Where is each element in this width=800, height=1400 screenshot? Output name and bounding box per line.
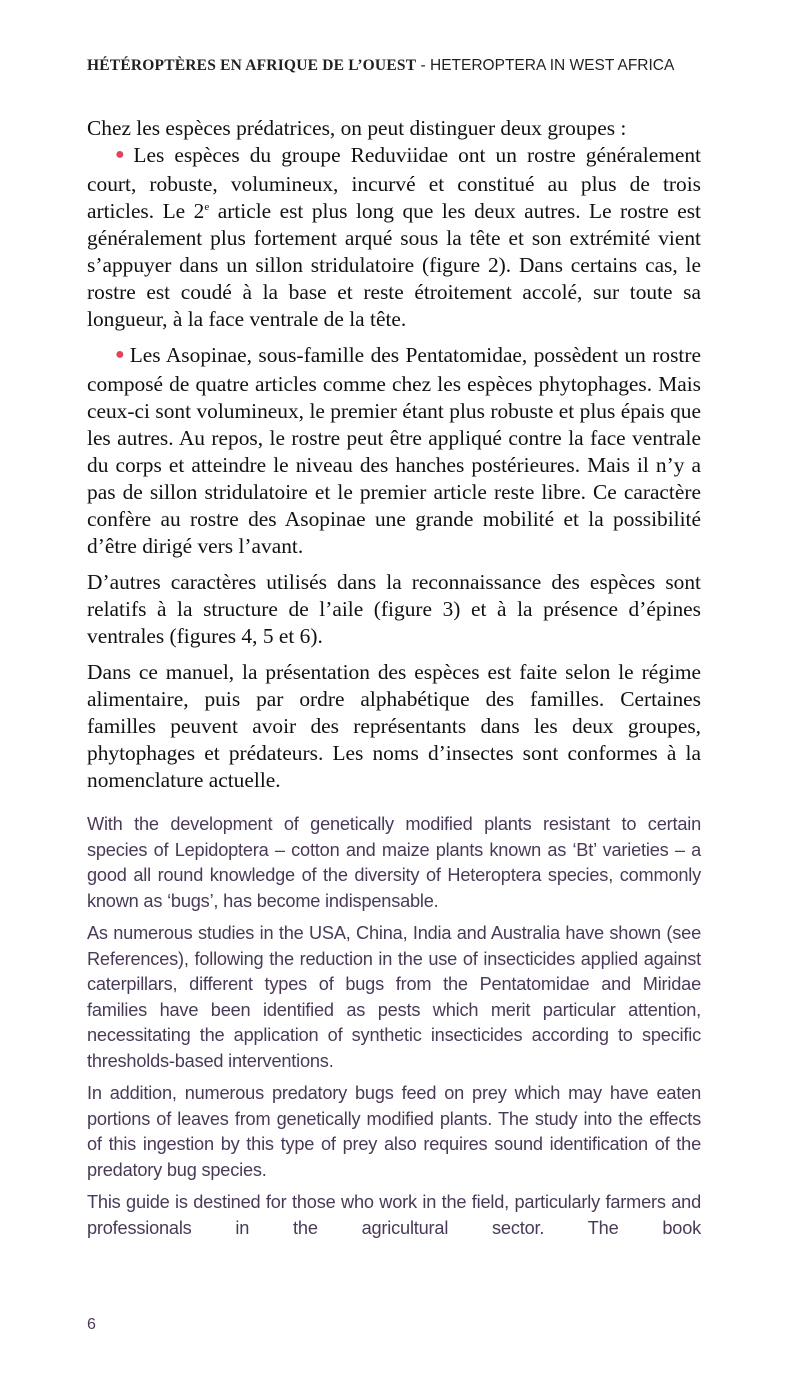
english-paragraph-guide: This guide is destined for those who work in the field, particularly farmers and professionals in the agricultural sector. The book	[87, 1192, 701, 1238]
french-bullet-reduviidae	[87, 142, 701, 333]
bullet-dot-icon: ●	[115, 346, 126, 363]
bullet-1-text-a: Les espèces du groupe Reduviidae ont un rostre généralement court, robuste, volumineux, incurvé et constitué au plus de trois articles. Le 2	[87, 143, 701, 223]
bullet-dot-icon: ●	[115, 146, 130, 163]
french-paragraph-manual: Dans ce manuel, la présentation des espèces est faite selon le régime alimentaire, puis par ordre alphabétique des familles. Certaines familles peuvent avoir des représentants dans les deux groupes, phytophages et prédateurs. Les noms d’insectes sont conformes à la nomenclature actuelle.	[87, 660, 701, 792]
superscript-e: e	[204, 201, 210, 213]
french-section	[87, 115, 701, 801]
french-bullet-asopinae	[87, 342, 701, 560]
page-number: 6	[87, 1316, 96, 1333]
french-intro: Chez les espèces prédatrices, on peut distinguer deux groupes :	[87, 116, 627, 140]
header-english-title: HETEROPTERA IN WEST AFRICA	[430, 57, 675, 74]
header-separator: -	[416, 57, 431, 74]
bullet-1-text-b: article est plus long que les deux autres. Le rostre est généralement plus fortement arqué sous la tête et son extrémité vient s’appuyer dans un sillon stridulatoire (figure 2). Dans certains cas, le rostre est coudé à la base et reste étroitement accolé, sur toute sa longueur, à la face ventrale de la tête.	[87, 199, 702, 331]
french-paragraph-characters: D’autres caractères utilisés dans la reconnaissance des espèces sont relatifs à la structure de l’aile (figure 3) et à la présence d’épines ventrales (figures 4, 5 et 6).	[87, 570, 701, 648]
english-paragraph-gm-plants: With the development of genetically modified plants resistant to certain species of Lepidoptera – cotton and maize plants known as ‘Bt’ varieties – a good all round knowledge of the diversity of Heteroptera species, commonly known as ‘bugs’, has become indispensable.	[87, 814, 701, 911]
english-paragraph-studies: As numerous studies in the USA, China, India and Australia have shown (see References), following the reduction in the use of insecticides applied against caterpillars, different types of bugs from the Pentatomidae and Miridae families have been identified as pests which merit particular attention, necessitating the application of synthetic insecticides according to specific thresholds-based interventions.	[87, 923, 701, 1071]
running-header	[87, 57, 701, 75]
header-french-title: HÉTÉROPTÈRES EN AFRIQUE DE L’OUEST	[87, 57, 417, 74]
bullet-2-text: Les Asopinae, sous-famille des Pentatomidae, possèdent un rostre composé de quatre articles comme chez les espèces phytophages. Mais ceux-ci sont volumineux, le premier étant plus robuste et plus épais que les autres. Au repos, le rostre peut être appliqué contre la face ventrale du corps et atteindre le niveau des hanches postérieures. Mais il n’y a pas de sillon stridulatoire et le premier article reste libre. Ce caractère confère au rostre des Asopinae une grande mobilité et la possibilité d’être dirigé vers l’avant.	[87, 343, 701, 558]
english-section	[87, 812, 701, 1248]
english-paragraph-predatory-bugs: In addition, numerous predatory bugs feed on prey which may have eaten portions of leaves from genetically modified plants. The study into the effects of this ingestion by this type of prey also requires sound identification of the predatory bug species.	[87, 1083, 701, 1180]
